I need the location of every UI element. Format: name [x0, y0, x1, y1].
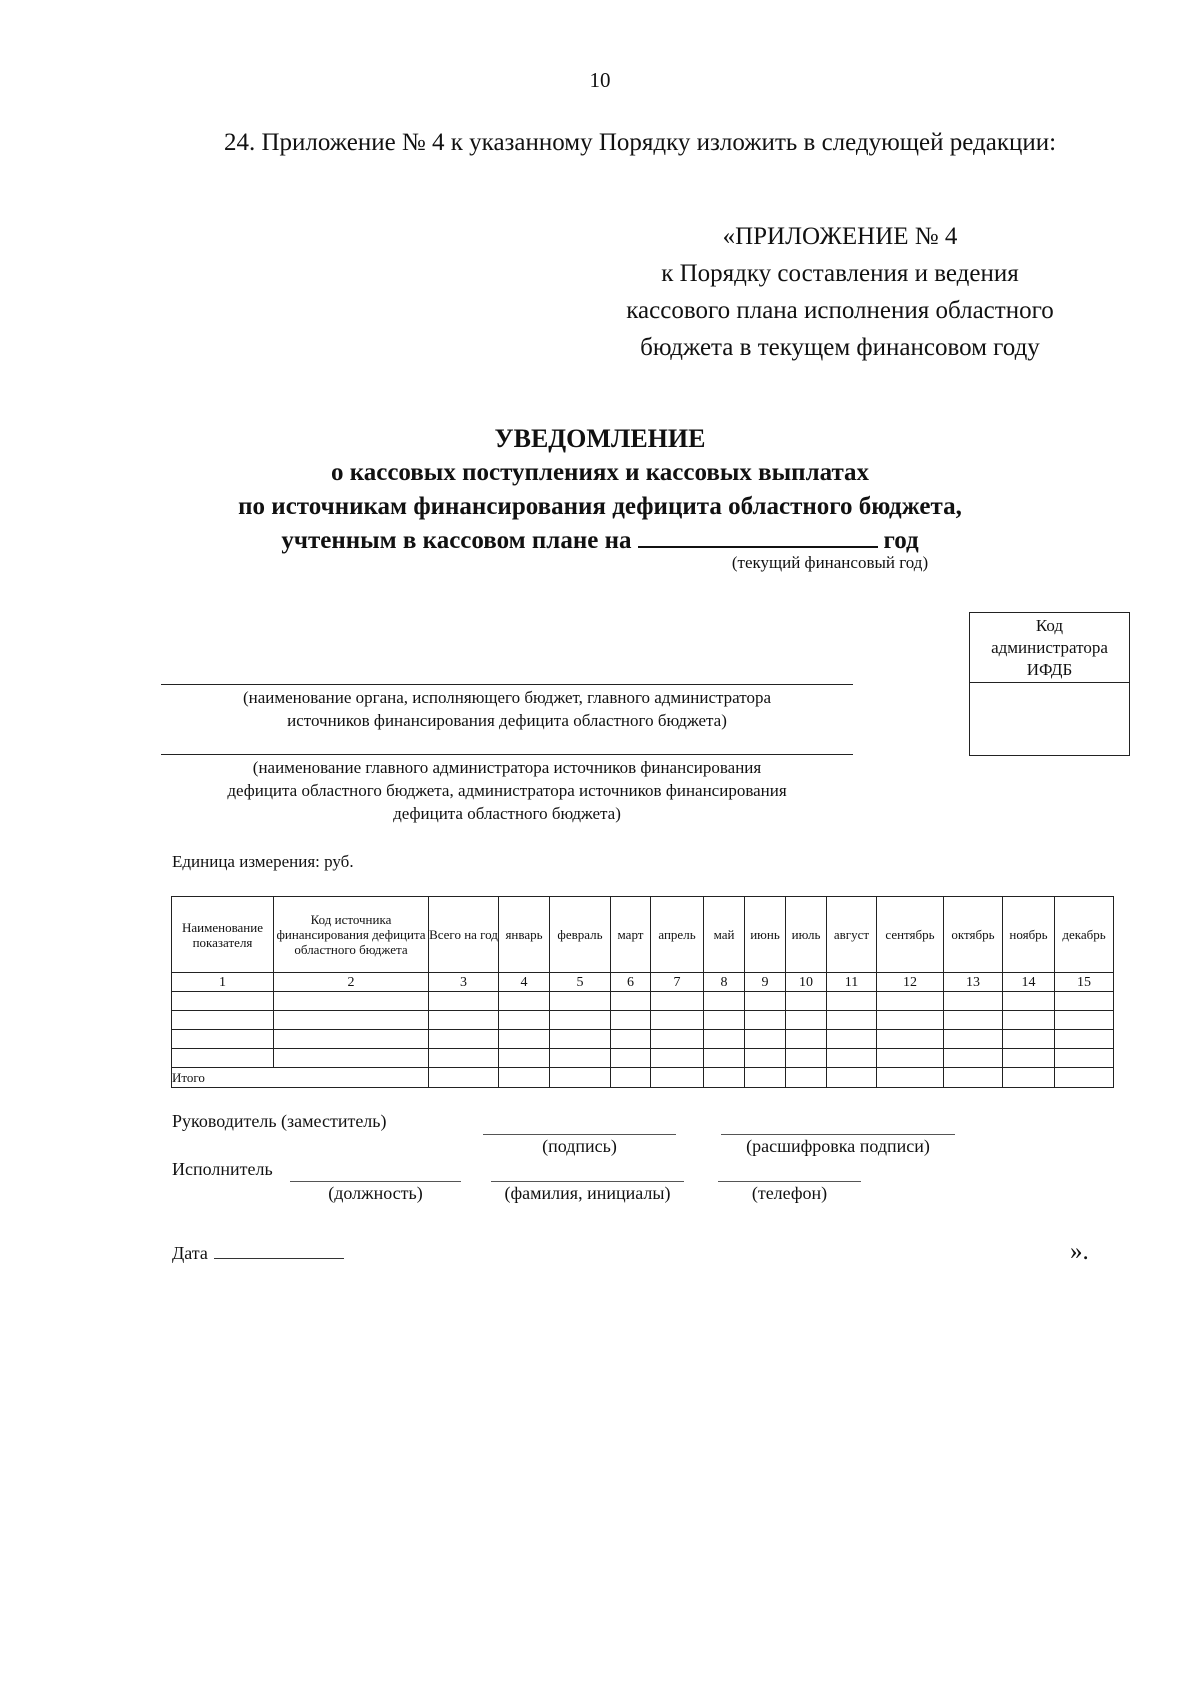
col-header: февраль — [550, 897, 611, 973]
amendment-paragraph: 24. Приложение № 4 к указанному Порядку изложить в следующей редакции: — [224, 129, 1057, 156]
col-header: декабрь — [1055, 897, 1114, 973]
code-label-2: администратора — [991, 638, 1108, 657]
page-number: 10 — [589, 68, 611, 92]
table-cell[interactable] — [877, 992, 944, 1011]
admin-code-header — [970, 613, 1129, 683]
table-cell[interactable] — [745, 992, 786, 1011]
col-header: июнь — [745, 897, 786, 973]
table-cell[interactable] — [651, 1068, 704, 1088]
total-label: Итого — [172, 1068, 429, 1088]
table-cell[interactable] — [877, 1011, 944, 1030]
appendix-line-2: к Порядку составления и ведения — [661, 260, 1019, 287]
title-line-2: о кассовых поступлениях и кассовых выплатах — [330, 459, 870, 486]
table-cell[interactable] — [827, 1068, 877, 1088]
table-cell[interactable] — [550, 992, 611, 1011]
table-cell[interactable] — [877, 1049, 944, 1068]
phone-caption: (телефон) — [751, 1183, 828, 1203]
col-header: август — [827, 897, 877, 973]
table-cell[interactable] — [429, 1011, 499, 1030]
signature-line[interactable] — [483, 1134, 676, 1135]
col-header: Код источника финансирования дефицита областного бюджета — [274, 897, 429, 973]
table-cell[interactable] — [1055, 1049, 1114, 1068]
table-row — [172, 1049, 1114, 1068]
organ-caption-line-1: (наименование органа, исполняющего бюджет, главного администратора — [242, 688, 772, 707]
table-cell[interactable] — [1055, 992, 1114, 1011]
col-number: 9 — [745, 973, 786, 992]
col-header: Наименование показателя — [172, 897, 274, 973]
closing-quote: ». — [1070, 1238, 1089, 1265]
organ-caption-line-2: источников финансирования дефицита областного бюджета) — [287, 711, 727, 730]
col-header: сентябрь — [877, 897, 944, 973]
table-cell[interactable] — [827, 992, 877, 1011]
table-cell[interactable] — [745, 1049, 786, 1068]
col-number: 15 — [1055, 973, 1114, 992]
admin-caption-line-3: дефицита областного бюджета) — [393, 804, 621, 823]
table-cell[interactable] — [550, 1030, 611, 1049]
position-line[interactable] — [290, 1181, 461, 1182]
cash-plan-table — [171, 896, 1114, 1088]
admin-code-box — [969, 612, 1130, 756]
table-cell[interactable] — [651, 1049, 704, 1068]
admin-code-field[interactable] — [970, 683, 1129, 753]
table-cell[interactable] — [499, 1049, 550, 1068]
signature-caption: (подпись) — [542, 1136, 617, 1156]
table-cell[interactable] — [611, 992, 651, 1011]
appendix-heading — [560, 218, 1120, 366]
table-cell[interactable] — [429, 1068, 499, 1088]
table-cell[interactable] — [786, 1049, 827, 1068]
col-header: ноябрь — [1003, 897, 1055, 973]
phone-line[interactable] — [718, 1181, 861, 1182]
title-line-4-prefix: учтенным в кассовом плане на — [281, 527, 632, 554]
col-number: 5 — [550, 973, 611, 992]
table-cell[interactable] — [274, 1030, 429, 1049]
table-row — [172, 1011, 1114, 1030]
date-field[interactable] — [214, 1240, 344, 1259]
col-number: 11 — [827, 973, 877, 992]
table-cell[interactable] — [651, 992, 704, 1011]
table-cell[interactable] — [745, 1068, 786, 1088]
unit-of-measure: Единица измерения: руб. — [172, 852, 354, 871]
col-number: 3 — [429, 973, 499, 992]
table-cell[interactable] — [172, 1011, 274, 1030]
appendix-line-3: кассового плана исполнения областного — [626, 297, 1054, 324]
table-cell[interactable] — [1003, 992, 1055, 1011]
table-cell[interactable] — [172, 1030, 274, 1049]
code-label-1: Код — [1035, 616, 1064, 635]
table-cell[interactable] — [944, 1068, 1003, 1088]
code-label-3: ИФДБ — [1026, 660, 1073, 679]
table-cell[interactable] — [1055, 1030, 1114, 1049]
table-cell[interactable] — [1055, 1068, 1114, 1088]
table-cell[interactable] — [1003, 1030, 1055, 1049]
table-cell[interactable] — [944, 1011, 1003, 1030]
title-line-1: УВЕДОМЛЕНИЕ — [494, 424, 706, 453]
table-cell[interactable] — [944, 992, 1003, 1011]
col-header: март — [611, 897, 651, 973]
table-cell[interactable] — [499, 992, 550, 1011]
col-header: июль — [786, 897, 827, 973]
total-row — [172, 1068, 1114, 1088]
year-blank[interactable] — [638, 524, 878, 548]
col-number: 10 — [786, 973, 827, 992]
table-cell[interactable] — [651, 1011, 704, 1030]
table-cell[interactable] — [651, 1030, 704, 1049]
table-cell[interactable] — [786, 1011, 827, 1030]
table-cell[interactable] — [704, 992, 745, 1011]
table-cell[interactable] — [611, 1068, 651, 1088]
col-number: 7 — [651, 973, 704, 992]
table-cell[interactable] — [786, 992, 827, 1011]
table-cell[interactable] — [704, 1068, 745, 1088]
table-cell[interactable] — [877, 1068, 944, 1088]
table-cell[interactable] — [550, 1011, 611, 1030]
table-cell[interactable] — [877, 1030, 944, 1049]
executor-label: Исполнитель — [172, 1159, 273, 1179]
table-cell[interactable] — [745, 1030, 786, 1049]
head-label: Руководитель (заместитель) — [172, 1111, 387, 1131]
admin-name-caption — [161, 756, 853, 825]
col-header: Всего на год — [429, 897, 499, 973]
table-cell[interactable] — [550, 1068, 611, 1088]
col-number: 6 — [611, 973, 651, 992]
appendix-line-1: «ПРИЛОЖЕНИЕ № 4 — [722, 223, 958, 250]
table-cell[interactable] — [1003, 1011, 1055, 1030]
table-cell[interactable] — [827, 1011, 877, 1030]
table-cell[interactable] — [745, 1011, 786, 1030]
col-number: 4 — [499, 973, 550, 992]
table-cell[interactable] — [1055, 1011, 1114, 1030]
table-cell[interactable] — [786, 1068, 827, 1088]
title-line-3: по источникам финансирования дефицита областного бюджета, — [238, 493, 962, 520]
col-number: 14 — [1003, 973, 1055, 992]
col-header: апрель — [651, 897, 704, 973]
organ-name-caption — [161, 686, 853, 732]
table-cell[interactable] — [429, 992, 499, 1011]
table-cell[interactable] — [499, 1030, 550, 1049]
table-cell[interactable] — [1003, 1049, 1055, 1068]
table-cell[interactable] — [611, 1011, 651, 1030]
col-header: январь — [499, 897, 550, 973]
table-cell[interactable] — [172, 992, 274, 1011]
date-label: Дата — [172, 1243, 208, 1263]
col-number: 1 — [172, 973, 274, 992]
decoding-line[interactable] — [721, 1134, 955, 1135]
col-number: 13 — [944, 973, 1003, 992]
table-cell[interactable] — [611, 1049, 651, 1068]
year-caption: (текущий финансовый год) — [731, 553, 929, 572]
title-line-4 — [0, 524, 1200, 558]
table-cell[interactable] — [499, 1068, 550, 1088]
table-cell[interactable] — [274, 992, 429, 1011]
table-cell[interactable] — [499, 1011, 550, 1030]
organ-name-line[interactable] — [161, 684, 853, 685]
table-row — [172, 1030, 1114, 1049]
col-header: май — [704, 897, 745, 973]
table-cell[interactable] — [1003, 1068, 1055, 1088]
table-cell[interactable] — [704, 1030, 745, 1049]
column-number-row — [172, 973, 1114, 992]
admin-caption-line-1: (наименование главного администратора источников финансирования — [252, 758, 762, 777]
table-header-row — [172, 897, 1114, 973]
table-cell[interactable] — [827, 1030, 877, 1049]
table-row — [172, 992, 1114, 1011]
position-caption: (должность) — [328, 1183, 423, 1203]
document-title — [0, 422, 1200, 558]
table-cell[interactable] — [944, 1049, 1003, 1068]
admin-name-line[interactable] — [161, 754, 853, 755]
table-cell[interactable] — [827, 1049, 877, 1068]
col-number: 12 — [877, 973, 944, 992]
table-cell[interactable] — [611, 1030, 651, 1049]
date-row — [172, 1240, 344, 1264]
table-cell[interactable] — [274, 1011, 429, 1030]
name-caption: (фамилия, инициалы) — [504, 1183, 671, 1203]
table-cell[interactable] — [944, 1030, 1003, 1049]
table-cell[interactable] — [429, 1049, 499, 1068]
appendix-line-4: бюджета в текущем финансовом году — [640, 334, 1040, 361]
table-cell[interactable] — [704, 1011, 745, 1030]
table-cell[interactable] — [172, 1049, 274, 1068]
admin-caption-line-2: дефицита областного бюджета, администратора источников финансирования — [227, 781, 787, 800]
table-cell[interactable] — [550, 1049, 611, 1068]
title-line-4-suffix: год — [883, 527, 919, 554]
table-cell[interactable] — [274, 1049, 429, 1068]
table-cell[interactable] — [704, 1049, 745, 1068]
col-number: 8 — [704, 973, 745, 992]
table-cell[interactable] — [429, 1030, 499, 1049]
col-number: 2 — [274, 973, 429, 992]
name-line[interactable] — [491, 1181, 684, 1182]
table-cell[interactable] — [786, 1030, 827, 1049]
col-header: октябрь — [944, 897, 1003, 973]
decoding-caption: (расшифровка подписи) — [746, 1136, 930, 1156]
